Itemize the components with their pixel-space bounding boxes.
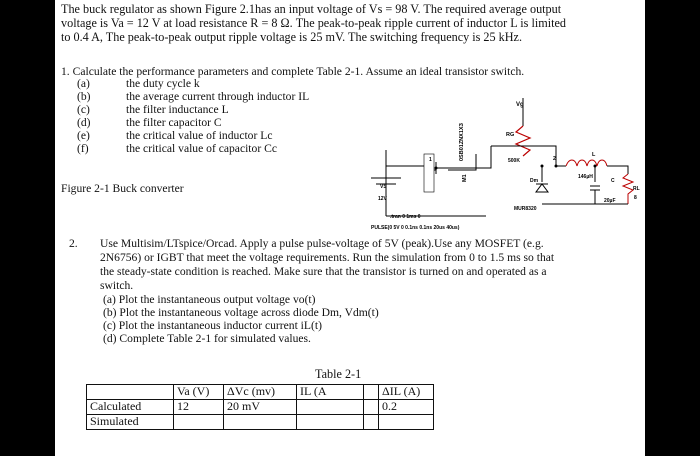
table-header-cell	[364, 385, 379, 400]
q1-item-a-text: the duty cycle k	[126, 77, 200, 90]
load-value: 8	[634, 195, 637, 201]
table-row	[87, 415, 434, 430]
table-cell: 0.2	[379, 400, 434, 415]
problem-statement-line-2: voltage is Va = 12 V at load resistance R = 8 Ω. The peak-to-peak ripple current of inductor L is limited	[61, 16, 566, 30]
table-2-1	[86, 384, 434, 430]
problem-statement-line-3: to 0.4 A, The peak-to-peak output ripple voltage is 25 mV. The switching frequency is 25 kHz.	[61, 30, 523, 44]
q1-item-d-mark: (d)	[77, 116, 91, 129]
q2-item-a: (a) Plot the instantaneous output voltage vo(t)	[103, 293, 316, 306]
buck-converter-schematic	[366, 86, 641, 236]
q1-item-f-text: the critical value of capacitor Cc	[126, 142, 277, 155]
table-header-cell: ΔVc (mv)	[224, 385, 297, 400]
table-cell	[174, 415, 224, 430]
spice-tran-directive: .tran 0 1ms 0	[390, 214, 421, 220]
vs-label: VS	[380, 184, 387, 190]
table-title: Table 2-1	[315, 367, 362, 381]
rg-label: RG	[506, 132, 515, 138]
q1-item-f-mark: (f)	[77, 142, 89, 155]
table-header-cell: Va (V)	[174, 385, 224, 400]
q2-line-1: Use Multisim/LTspice/Orcad. Apply a pulse pulse-voltage of 5V (peak).Use any MOSFET (e.g.	[100, 237, 544, 250]
table-row-label: Calculated	[87, 400, 174, 415]
diode-part: MUR8320	[514, 206, 537, 212]
table-header-cell: IL (A	[297, 385, 364, 400]
table-cell	[364, 415, 379, 430]
q1-item-b-text: the average current through inductor IL	[126, 90, 310, 103]
table-cell	[224, 415, 297, 430]
q1-item-e-text: the critical value of inductor Lc	[126, 129, 273, 142]
document-page	[55, 0, 645, 456]
node-1-label: 1	[429, 157, 432, 163]
table-cell	[364, 400, 379, 415]
table-header-row	[87, 385, 434, 400]
q1-item-c-mark: (c)	[77, 103, 90, 116]
table-cell: 12	[174, 400, 224, 415]
table-row	[87, 400, 434, 415]
q1-item-e-mark: (e)	[77, 129, 90, 142]
q2-line-2: 2N6756) or IGBT that meet the voltage requirements. Run the simulation from 0 to 1.5 ms so that	[100, 251, 555, 264]
spice-pulse-source: PULSE(0 5V 0 0.1ns 0.1ns 20us 40us)	[371, 225, 460, 231]
mosfet-part: 0SB01ZNX1XЗ	[459, 123, 465, 161]
q2-item-b: (b) Plot the instantaneous voltage across diode Dm, Vdm(t)	[103, 306, 379, 319]
m1-label: M1	[462, 174, 468, 182]
capacitor-value: 20µF	[604, 198, 616, 204]
q2-line-3: the steady-state condition is reached. Make sure that the transistor is turned on and operated as a	[100, 265, 547, 278]
question-1-title: 1. Calculate the performance parameters and complete Table 2-1. Assume an ideal transistor switch.	[61, 65, 525, 78]
q1-item-c-text: the filter inductance L	[126, 103, 229, 116]
q2-item-c: (c) Plot the instantaneous inductor current iL(t)	[103, 319, 322, 332]
figure-caption: Figure 2-1 Buck converter	[61, 182, 184, 195]
problem-statement-line-1: The buck regulator as shown Figure 2.1has an input voltage of Vs = 98 V. The required average output	[61, 2, 562, 16]
q1-item-a-mark: (a)	[77, 77, 90, 90]
inductor-value: 146µH	[578, 174, 593, 180]
table-row-label: Simulated	[87, 415, 174, 430]
node-2-label: 2	[553, 156, 556, 162]
q1-item-d-text: the filter capacitor C	[126, 116, 222, 129]
table-cell: 20 mV	[224, 400, 297, 415]
rg-value: 500K	[508, 158, 520, 164]
inductor-label: L	[592, 152, 596, 158]
table-cell	[379, 415, 434, 430]
q2-item-d: (d) Complete Table 2-1 for simulated values.	[103, 332, 311, 345]
q1-item-b-mark: (b)	[77, 90, 91, 103]
table-cell	[297, 400, 364, 415]
load-label: RL	[633, 186, 640, 192]
table-cell	[297, 415, 364, 430]
table-header-cell: ΔIL (A)	[379, 385, 434, 400]
q2-line-4: switch.	[100, 279, 134, 292]
table-header-cell	[87, 385, 174, 400]
vg-label: Vg	[516, 102, 524, 108]
diode-dm-label: Dm	[530, 178, 539, 184]
capacitor-label: C	[611, 178, 615, 184]
question-2-number: 2.	[69, 237, 78, 250]
vs-value: 12V	[378, 196, 387, 202]
